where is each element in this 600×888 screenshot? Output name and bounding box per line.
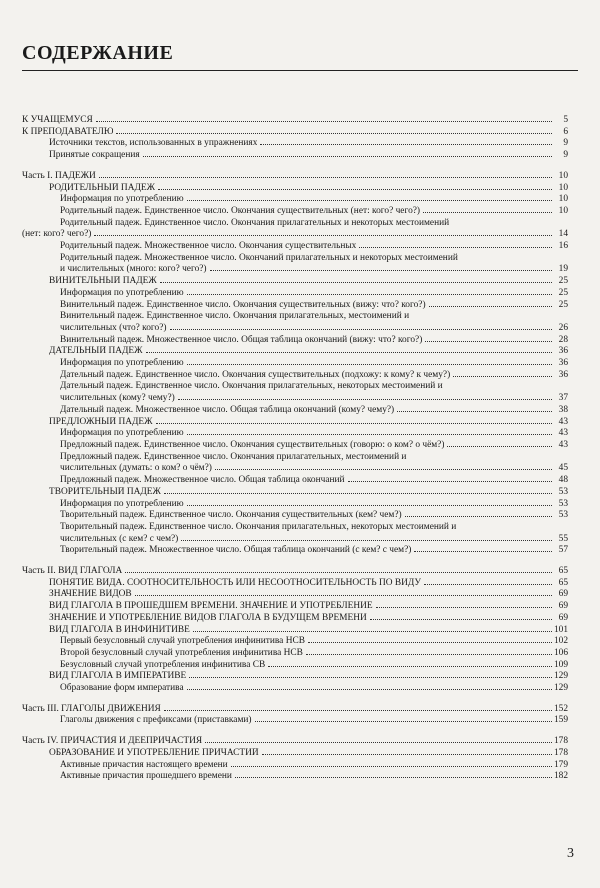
toc-entry-title: Родительный падеж. Множественное число. Окончания существительных [60,241,357,252]
toc-entry[interactable] [22,683,568,695]
toc-dot-leader [260,144,552,145]
toc-entry-page: 5 [563,115,568,125]
toc-entry-title: К ПРЕПОДАВАТЕЛЮ [22,126,114,137]
toc-entry-page: 65 [558,566,568,577]
toc-entry-title: Первый безусловный случай употребления инфинитива НСВ [60,636,305,647]
toc-dot-leader [429,306,552,307]
toc-entry-title: Дательный падеж. Множественное число. Общая таблица окончаний (кому? чему?) [60,404,395,415]
toc-entry[interactable] [22,288,568,300]
toc-dot-leader [187,689,552,690]
toc-entry-title: ВИНИТЕЛЬНЫЙ ПАДЕЖ [49,276,157,287]
toc-entry-page: 106 [553,647,568,658]
toc-dot-leader [125,572,552,573]
toc-entry[interactable] [22,346,568,358]
toc-entry[interactable] [22,276,568,288]
toc-entry[interactable] [22,452,568,464]
toc-entry-title: Родительный падеж. Единственное число. Окончания существительных (нет: кого? чего?) [60,205,421,216]
toc-entry-page: 43 [558,439,568,450]
toc-entry[interactable] [22,417,568,429]
toc-entry[interactable] [22,115,568,127]
toc-entry-title: ВИД ГЛАГОЛА В ИНФИНИТИВЕ [49,624,190,635]
toc-entry[interactable] [22,601,568,613]
toc-entry[interactable] [22,218,568,230]
toc-entry-title: Источники текстов, использованных в упражнениях [49,138,258,149]
toc-entry[interactable] [22,138,568,150]
toc-entry-title: Часть IV. ПРИЧАСТИЯ И ДЕЕПРИЧАСТИЯ [22,736,203,747]
toc-dot-leader [447,446,552,447]
toc-dot-leader [170,329,553,330]
toc-entry-title: Творительный падеж. Единственное число. Окончания прилагательных, некоторых местоимений и [60,521,457,532]
toc-dot-leader [146,352,552,353]
toc-entry-title: Винительный падеж. Множественное число. Общая таблица окончаний (вижу: что? кого?) [60,334,423,345]
toc-dot-leader [164,493,552,494]
toc-dot-leader [135,595,552,596]
toc-gap [22,162,568,171]
toc-entry-title: Винительный падеж. Единственное число. Окончания существительных (вижу: что? кого?) [60,299,426,310]
table-of-contents [22,115,568,783]
toc-entry-title: Информация по употреблению [60,358,184,369]
toc-entry-title: Информация по употреблению [60,287,184,298]
toc-gap [22,727,568,736]
toc-dot-leader [376,607,552,608]
toc-entry[interactable] [22,323,568,335]
toc-entry[interactable] [22,335,568,347]
toc-entry-page: 37 [558,393,568,404]
toc-dot-leader [255,721,552,722]
toc-dot-leader [359,247,552,248]
toc-entry[interactable] [22,771,568,783]
toc-dot-leader [156,423,552,424]
toc-entry-page: 10 [558,194,568,205]
toc-dot-leader [187,294,552,295]
toc-entry-title: Информация по употреблению [60,194,184,205]
toc-entry-page: 53 [558,486,568,497]
toc-entry-title: РОДИТЕЛЬНЫЙ ПАДЕЖ [49,182,155,193]
toc-entry-title: числительных (с кем? с чем?) [60,533,179,544]
toc-dot-leader [405,516,552,517]
toc-dot-leader [370,619,552,620]
toc-entry-title: Безусловный случай употребления инфинитива СВ [60,659,266,670]
page-number: 3 [567,846,574,861]
toc-entry-page: 28 [558,334,568,345]
toc-dot-leader [425,341,552,342]
toc-gap [22,557,568,566]
toc-entry[interactable] [22,183,568,195]
toc-entry-page: 129 [553,683,568,694]
toc-entry[interactable] [22,487,568,499]
toc-entry[interactable] [22,522,568,534]
toc-entry-page: 65 [558,577,568,588]
toc-entry[interactable] [22,760,568,772]
toc-dot-leader [397,411,552,412]
toc-entry[interactable] [22,566,568,578]
toc-dot-leader [96,121,552,122]
toc-entry-page: 25 [558,276,568,287]
toc-entry-title: числительных (что? кого?) [60,322,167,333]
toc-entry-page: 179 [553,759,568,770]
toc-entry-page: 16 [558,241,568,252]
toc-entry-title: Дательный падеж. Единственное число. Окончания существительных (подхожу: к кому? к чему?) [60,369,451,380]
toc-entry-page: 102 [553,636,568,647]
toc-entry-title: Творительный падеж. Единственное число. Окончания существительных (кем? чем?) [60,510,402,521]
toc-entry-page: 53 [558,510,568,521]
toc-entry-page: 43 [558,416,568,427]
toc-entry[interactable] [22,613,568,625]
toc-entry[interactable] [22,510,568,522]
toc-entry-title: Предложный падеж. Множественное число. Общая таблица окончаний [60,475,345,486]
toc-entry[interactable] [22,671,568,683]
toc-entry[interactable] [22,578,568,590]
toc-entry[interactable] [22,381,568,393]
toc-dot-leader [187,505,552,506]
toc-entry-title: Глаголы движения с префиксами (приставками) [60,715,252,726]
toc-dot-leader [187,200,552,201]
toc-entry[interactable] [22,229,568,241]
toc-entry[interactable] [22,660,568,672]
toc-entry-title: К УЧАЩЕМУСЯ [22,115,93,125]
toc-entry-page: 43 [558,428,568,439]
toc-dot-leader [308,642,552,643]
toc-entry-title: Родительный падеж. Множественное число. Окончаний прилагательных и некоторых местоимений [60,252,458,263]
toc-entry-title: Второй безусловный случай употребления инфинитива НСВ [60,647,303,658]
toc-entry-page: 9 [563,150,568,161]
toc-entry[interactable] [22,748,568,760]
toc-dot-leader [164,710,552,711]
toc-entry[interactable] [22,589,568,601]
toc-entry[interactable] [22,241,568,253]
toc-entry-title: Информация по употреблению [60,498,184,509]
toc-entry-page: 38 [558,404,568,415]
toc-entry[interactable] [22,127,568,139]
toc-dot-leader [187,434,552,435]
toc-entry-title: ВИД ГЛАГОЛА В ПРОШЕДШЕМ ВРЕМЕНИ. ЗНАЧЕНИЕ И УПОТРЕБЛЕНИЕ [49,601,373,612]
toc-entry[interactable] [22,358,568,370]
toc-dot-leader [424,584,552,585]
toc-dot-leader [187,364,552,365]
toc-entry-title: ВИД ГЛАГОЛА В ИМПЕРАТИВЕ [49,671,187,682]
toc-entry-title: Дательный падеж. Единственное число. Окончания прилагательных, некоторых местоимений и [60,381,443,392]
toc-dot-leader [99,177,552,178]
toc-dot-leader [210,270,552,271]
toc-dot-leader [423,212,552,213]
toc-entry-page: 178 [553,736,568,747]
toc-entry[interactable] [22,736,568,748]
toc-entry-title: Активные причастия прошедшего времени [60,771,232,782]
toc-entry-title: ТВОРИТЕЛЬНЫЙ ПАДЕЖ [49,486,161,497]
toc-gap [22,695,568,704]
toc-entry-page: 178 [553,747,568,758]
toc-entry-title: ДАТЕЛЬНЫЙ ПАДЕЖ [49,346,143,357]
title-rule [22,70,578,71]
toc-entry-title: Образование форм императива [60,683,184,694]
toc-entry-page: 25 [558,299,568,310]
toc-entry[interactable] [22,440,568,452]
toc-entry-page: 19 [558,264,568,275]
toc-entry[interactable] [22,206,568,218]
page-title: СОДЕРЖАНИЕ [22,42,174,64]
toc-entry-page: 10 [558,205,568,216]
toc-entry-page: 69 [558,612,568,623]
toc-entry[interactable] [22,499,568,511]
toc-dot-leader [189,677,552,678]
toc-entry-title: Предложный падеж. Единственное число. Окончания прилагательных, местоимений и [60,451,407,462]
toc-entry-page: 9 [563,138,568,149]
toc-dot-leader [262,754,552,755]
toc-entry-title: Родительный падеж. Единственное число. Окончания прилагательных и некоторых местоимений [60,217,450,228]
toc-entry-title: Активные причастия настоящего времени [60,759,228,770]
toc-dot-leader [158,189,552,190]
toc-entry-page: 53 [558,498,568,509]
toc-entry[interactable] [22,150,568,162]
toc-dot-leader [205,742,552,743]
toc-entry-title: Принятые сокращения [49,150,140,161]
toc-entry-page: 101 [553,624,568,635]
toc-entry-title: Часть I. ПАДЕЖИ [22,170,96,181]
toc-entry[interactable] [22,171,568,183]
toc-dot-leader [306,654,552,655]
toc-entry-title: Винительный падеж. Единственное число. Окончания прилагательных, местоимений и [60,311,410,322]
toc-entry[interactable] [22,648,568,660]
toc-entry-title: ЗНАЧЕНИЕ ВИДОВ [49,589,132,600]
toc-entry-page: 152 [553,703,568,714]
toc-entry[interactable] [22,264,568,276]
toc-entry-page: 159 [553,715,568,726]
toc-entry-page: 10 [558,170,568,181]
toc-entry-page: 57 [558,545,568,556]
toc-dot-leader [268,666,552,667]
toc-entry[interactable] [22,405,568,417]
toc-entry[interactable] [22,704,568,716]
toc-entry[interactable] [22,475,568,487]
toc-entry-title: Информация по употреблению [60,428,184,439]
toc-dot-leader [193,631,552,632]
toc-entry-page: 36 [558,358,568,369]
toc-entry-title: Часть II. ВИД ГЛАГОЛА [22,566,123,577]
toc-entry-page: 69 [558,589,568,600]
toc-dot-leader [348,481,552,482]
toc-dot-leader [215,469,552,470]
toc-entry-page: 25 [558,287,568,298]
toc-dot-leader [116,133,552,134]
toc-entry[interactable] [22,194,568,206]
toc-entry-page: 129 [553,671,568,682]
toc-entry[interactable] [22,311,568,323]
toc-entry-title: ПОНЯТИЕ ВИДА. СООТНОСИТЕЛЬНОСТЬ ИЛИ НЕСООТНОСИТЕЛЬНОСТЬ ПО ВИДУ [49,577,422,588]
toc-entry-page: 6 [563,126,568,137]
toc-dot-leader [453,376,552,377]
toc-entry-page: 36 [558,346,568,357]
toc-dot-leader [235,777,552,778]
toc-entry[interactable] [22,545,568,557]
toc-entry-page: 109 [553,659,568,670]
toc-entry[interactable] [22,534,568,546]
toc-entry-page: 69 [558,601,568,612]
toc-entry[interactable] [22,636,568,648]
toc-entry-title: ОБРАЗОВАНИЕ И УПОТРЕБЛЕНИЕ ПРИЧАСТИЙ [49,747,259,758]
toc-entry-title: Часть III. ГЛАГОЛЫ ДВИЖЕНИЯ [22,703,161,714]
toc-entry-page: 48 [558,475,568,486]
toc-entry-page: 14 [558,229,568,240]
toc-entry[interactable] [22,625,568,637]
toc-entry-page: 26 [558,322,568,333]
toc-entry[interactable] [22,393,568,405]
toc-entry-title: ПРЕДЛОЖНЫЙ ПАДЕЖ [49,416,153,427]
toc-entry-title: (нет: кого? чего?) [22,229,92,240]
toc-dot-leader [160,282,552,283]
toc-entry[interactable] [22,370,568,382]
toc-entry-title: Творительный падеж. Множественное число. Общая таблица окончаний (с кем? с чем?) [60,545,412,556]
toc-entry-title: числительных (кому? чему?) [60,393,175,404]
toc-entry-page: 10 [558,182,568,193]
toc-dot-leader [414,551,552,552]
toc-dot-leader [231,766,552,767]
toc-entry-page: 45 [558,463,568,474]
toc-entry-page: 182 [553,771,568,782]
toc-entry[interactable] [22,253,568,265]
toc-entry-title: Предложный падеж. Единственное число. Окончания существительных (говорю: о ком? о чём?) [60,439,445,450]
toc-entry-page: 36 [558,369,568,380]
toc-entry[interactable] [22,715,568,727]
toc-entry[interactable] [22,463,568,475]
toc-entry-page: 55 [558,533,568,544]
toc-dot-leader [143,156,552,157]
toc-dot-leader [94,235,552,236]
toc-entry[interactable] [22,300,568,312]
toc-entry[interactable] [22,428,568,440]
toc-entry-title: и числительных (много: кого? чего?) [60,264,207,275]
toc-entry-title: числительных (думать: о ком? о чём?) [60,463,212,474]
toc-entry-title: ЗНАЧЕНИЕ И УПОТРЕБЛЕНИЕ ВИДОВ ГЛАГОЛА В БУДУЩЕМ ВРЕМЕНИ [49,612,367,623]
toc-dot-leader [178,399,552,400]
toc-dot-leader [181,540,552,541]
